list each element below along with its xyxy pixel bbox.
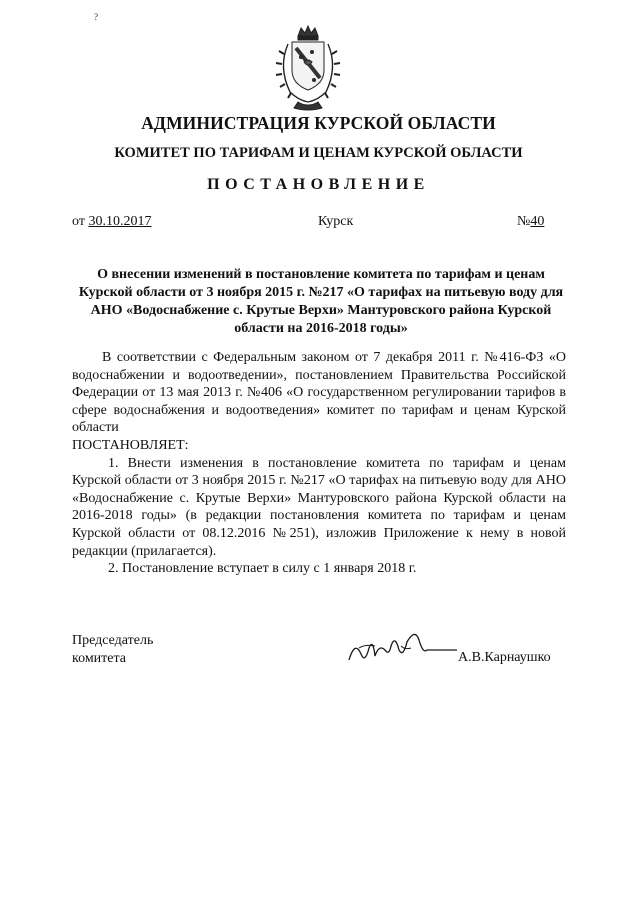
corner-mark: ? (94, 12, 98, 22)
date-prefix: от (72, 214, 89, 229)
coat-of-arms-icon (268, 22, 348, 112)
document-body (72, 349, 566, 578)
handwritten-signature-icon (345, 620, 465, 670)
document-subject: О внесении изменений в постановление комитета по тарифам и ценам Курской области от 3 ноября 2015 г. №217 «О тарифах на питьевую воду для АНО «Водоснабжение с. Крутые Верхи» Мантуровского района Курской области на 2016-2018 годы» (78, 267, 564, 336)
document-number (517, 214, 544, 230)
item-1-paragraph: 1. Внести изменения в постановление комитета по тарифам и ценам Курской области от 3 ноября 2015 г. №217 «О тарифах на питьевую воду для АНО «Водоснабжение с. Крутые Верхи» Мантуровского района Курской области на 2016-2018 годы» (в редакции постановления комитета по тарифам и ценам Курской области от 08.12.2016 №251), изложив Приложение к нему в новой редакции (прилагается). (72, 455, 566, 559)
resolves-heading: ПОСТАНОВЛЯЕТ: (72, 437, 189, 453)
administration-title: АДМИНИСТРАЦИЯ КУРСКОЙ ОБЛАСТИ (141, 113, 496, 133)
signatory-position (72, 632, 153, 668)
position-line-2: комитета (72, 651, 127, 666)
committee-title: КОМИТЕТ ПО ТАРИФАМ И ЦЕНАМ КУРСКОЙ ОБЛАСТИ (114, 145, 523, 161)
position-line-1: Председатель (72, 633, 154, 648)
signatory-name: А.В.Карнаушко (458, 650, 551, 665)
number-value: 40 (530, 214, 545, 229)
document-type-title: ПОСТАНОВЛЕНИЕ (207, 176, 430, 193)
document-date (72, 214, 151, 230)
date-value: 30.10.2017 (88, 214, 152, 229)
preamble-paragraph: В соответствии с Федеральным законом от 7 декабря 2011 г. №416-ФЗ «О водоснабжении и водоотведении», постановлением Правительства Российской Федерации от 13 мая 2013 г. №406 «О государственном регулировании тарифов в сфере водоснабжения и водоотведения» комитет по тарифам и ценам Курской области (72, 350, 566, 436)
document-city: Курск (318, 214, 354, 229)
number-prefix: № (517, 214, 531, 229)
item-2-paragraph: 2. Постановление вступает в силу с 1 января 2018 г. (108, 561, 417, 577)
